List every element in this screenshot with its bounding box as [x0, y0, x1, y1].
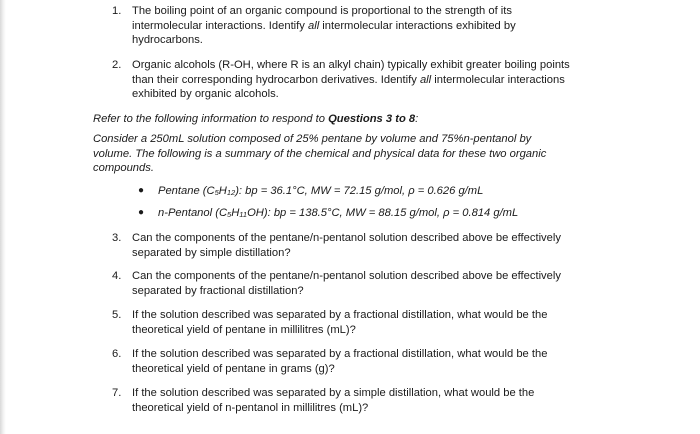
question-number: 4.	[112, 270, 122, 282]
subscript: 12	[226, 188, 236, 197]
question-range: Questions 3 to 8	[328, 113, 416, 125]
question-text	[132, 386, 692, 415]
question-line: theoretical yield of pentane in grams (g)?	[132, 362, 335, 375]
subscript: 5	[214, 188, 219, 197]
scenario-paragraph	[93, 132, 693, 176]
text-run: intermolecular interactions	[431, 73, 565, 86]
question-line: If the solution described was separated by a fractional distillation, what would be the	[132, 348, 548, 360]
question-number: 3.	[112, 232, 122, 244]
emphasis-text: all	[307, 19, 320, 32]
question-line: Organic alcohols (R-OH, where R is an alkyl chain) typically exhibit greater boiling points	[132, 59, 570, 71]
question-line: Can the components of the pentane/n-pentanol solution described above be effectively	[132, 270, 561, 282]
text-run: H	[218, 185, 227, 197]
text-run: H	[231, 207, 240, 219]
question-number: 6.	[112, 348, 122, 360]
text-run: intermolecular interactions. Identify	[132, 19, 308, 32]
subscript: 11	[239, 210, 248, 219]
question-line: The boiling point of an organic compound is proportional to the strength of its	[132, 5, 512, 17]
page-edge-shadow	[0, 0, 6, 434]
question-line: separated by simple distillation?	[132, 246, 291, 259]
text-run: :	[415, 113, 419, 125]
compound-data-pentanol	[158, 206, 518, 221]
question-number: 7.	[112, 387, 122, 399]
question-number: 2.	[112, 59, 122, 71]
question-text	[132, 58, 692, 102]
scenario-line: volume. The following is a summary of the chemical and physical data for these two organic	[93, 147, 547, 160]
question-number: 1.	[112, 5, 122, 17]
text-run: Refer to the following information to respond to	[93, 113, 329, 125]
text-run: than their corresponding hydrocarbon derivatives. Identify	[132, 73, 420, 86]
text-run: Pentane (C	[158, 185, 215, 197]
text-run: intermolecular interactions exhibited by	[319, 19, 516, 32]
text-run: ): bp = 36.1°C, MW = 72.15 g/mol, ρ = 0.626 g/mL	[235, 185, 484, 197]
question-number: 5.	[112, 309, 122, 321]
question-line: Can the components of the pentane/n-pentanol solution described above be effectively	[132, 232, 561, 244]
list-item	[138, 206, 698, 226]
bullet-dot-icon: ●	[138, 185, 145, 196]
question-text	[132, 4, 692, 48]
scenario-line: compounds.	[93, 162, 154, 175]
question-line: hydrocarbons.	[132, 34, 203, 47]
bullet-dot-icon: ●	[138, 207, 145, 218]
question-text	[132, 269, 692, 298]
subscript: 5	[227, 210, 232, 219]
list-item	[138, 184, 698, 206]
scenario-line: Consider a 250mL solution composed of 25% pentane by volume and 75%n-pentanol by	[93, 133, 532, 145]
question-line: If the solution described was separated by a simple distillation, what would be the	[132, 387, 535, 399]
question-text	[132, 347, 692, 376]
question-text	[132, 308, 692, 337]
question-line: theoretical yield of pentane in millilitres (mL)?	[132, 323, 356, 336]
refer-instruction	[93, 112, 693, 127]
data-bullet-list	[138, 184, 698, 226]
question-line: If the solution described was separated by a fractional distillation, what would be the	[132, 309, 548, 321]
compound-data-pentane	[158, 184, 483, 199]
text-run: OH): bp = 138.5°C, MW = 88.15 g/mol, ρ = 0.814 g/mL	[247, 207, 519, 219]
question-text	[132, 231, 692, 260]
question-line: exhibited by organic alcohols.	[132, 88, 279, 101]
question-line	[132, 19, 692, 34]
question-line: theoretical yield of n-pentanol in millilitres (mL)?	[132, 401, 369, 414]
question-line: separated by fractional distillation?	[132, 284, 304, 297]
text-run: n-Pentanol (C	[158, 207, 228, 219]
question-line	[132, 73, 692, 88]
emphasis-text: all	[419, 73, 432, 86]
